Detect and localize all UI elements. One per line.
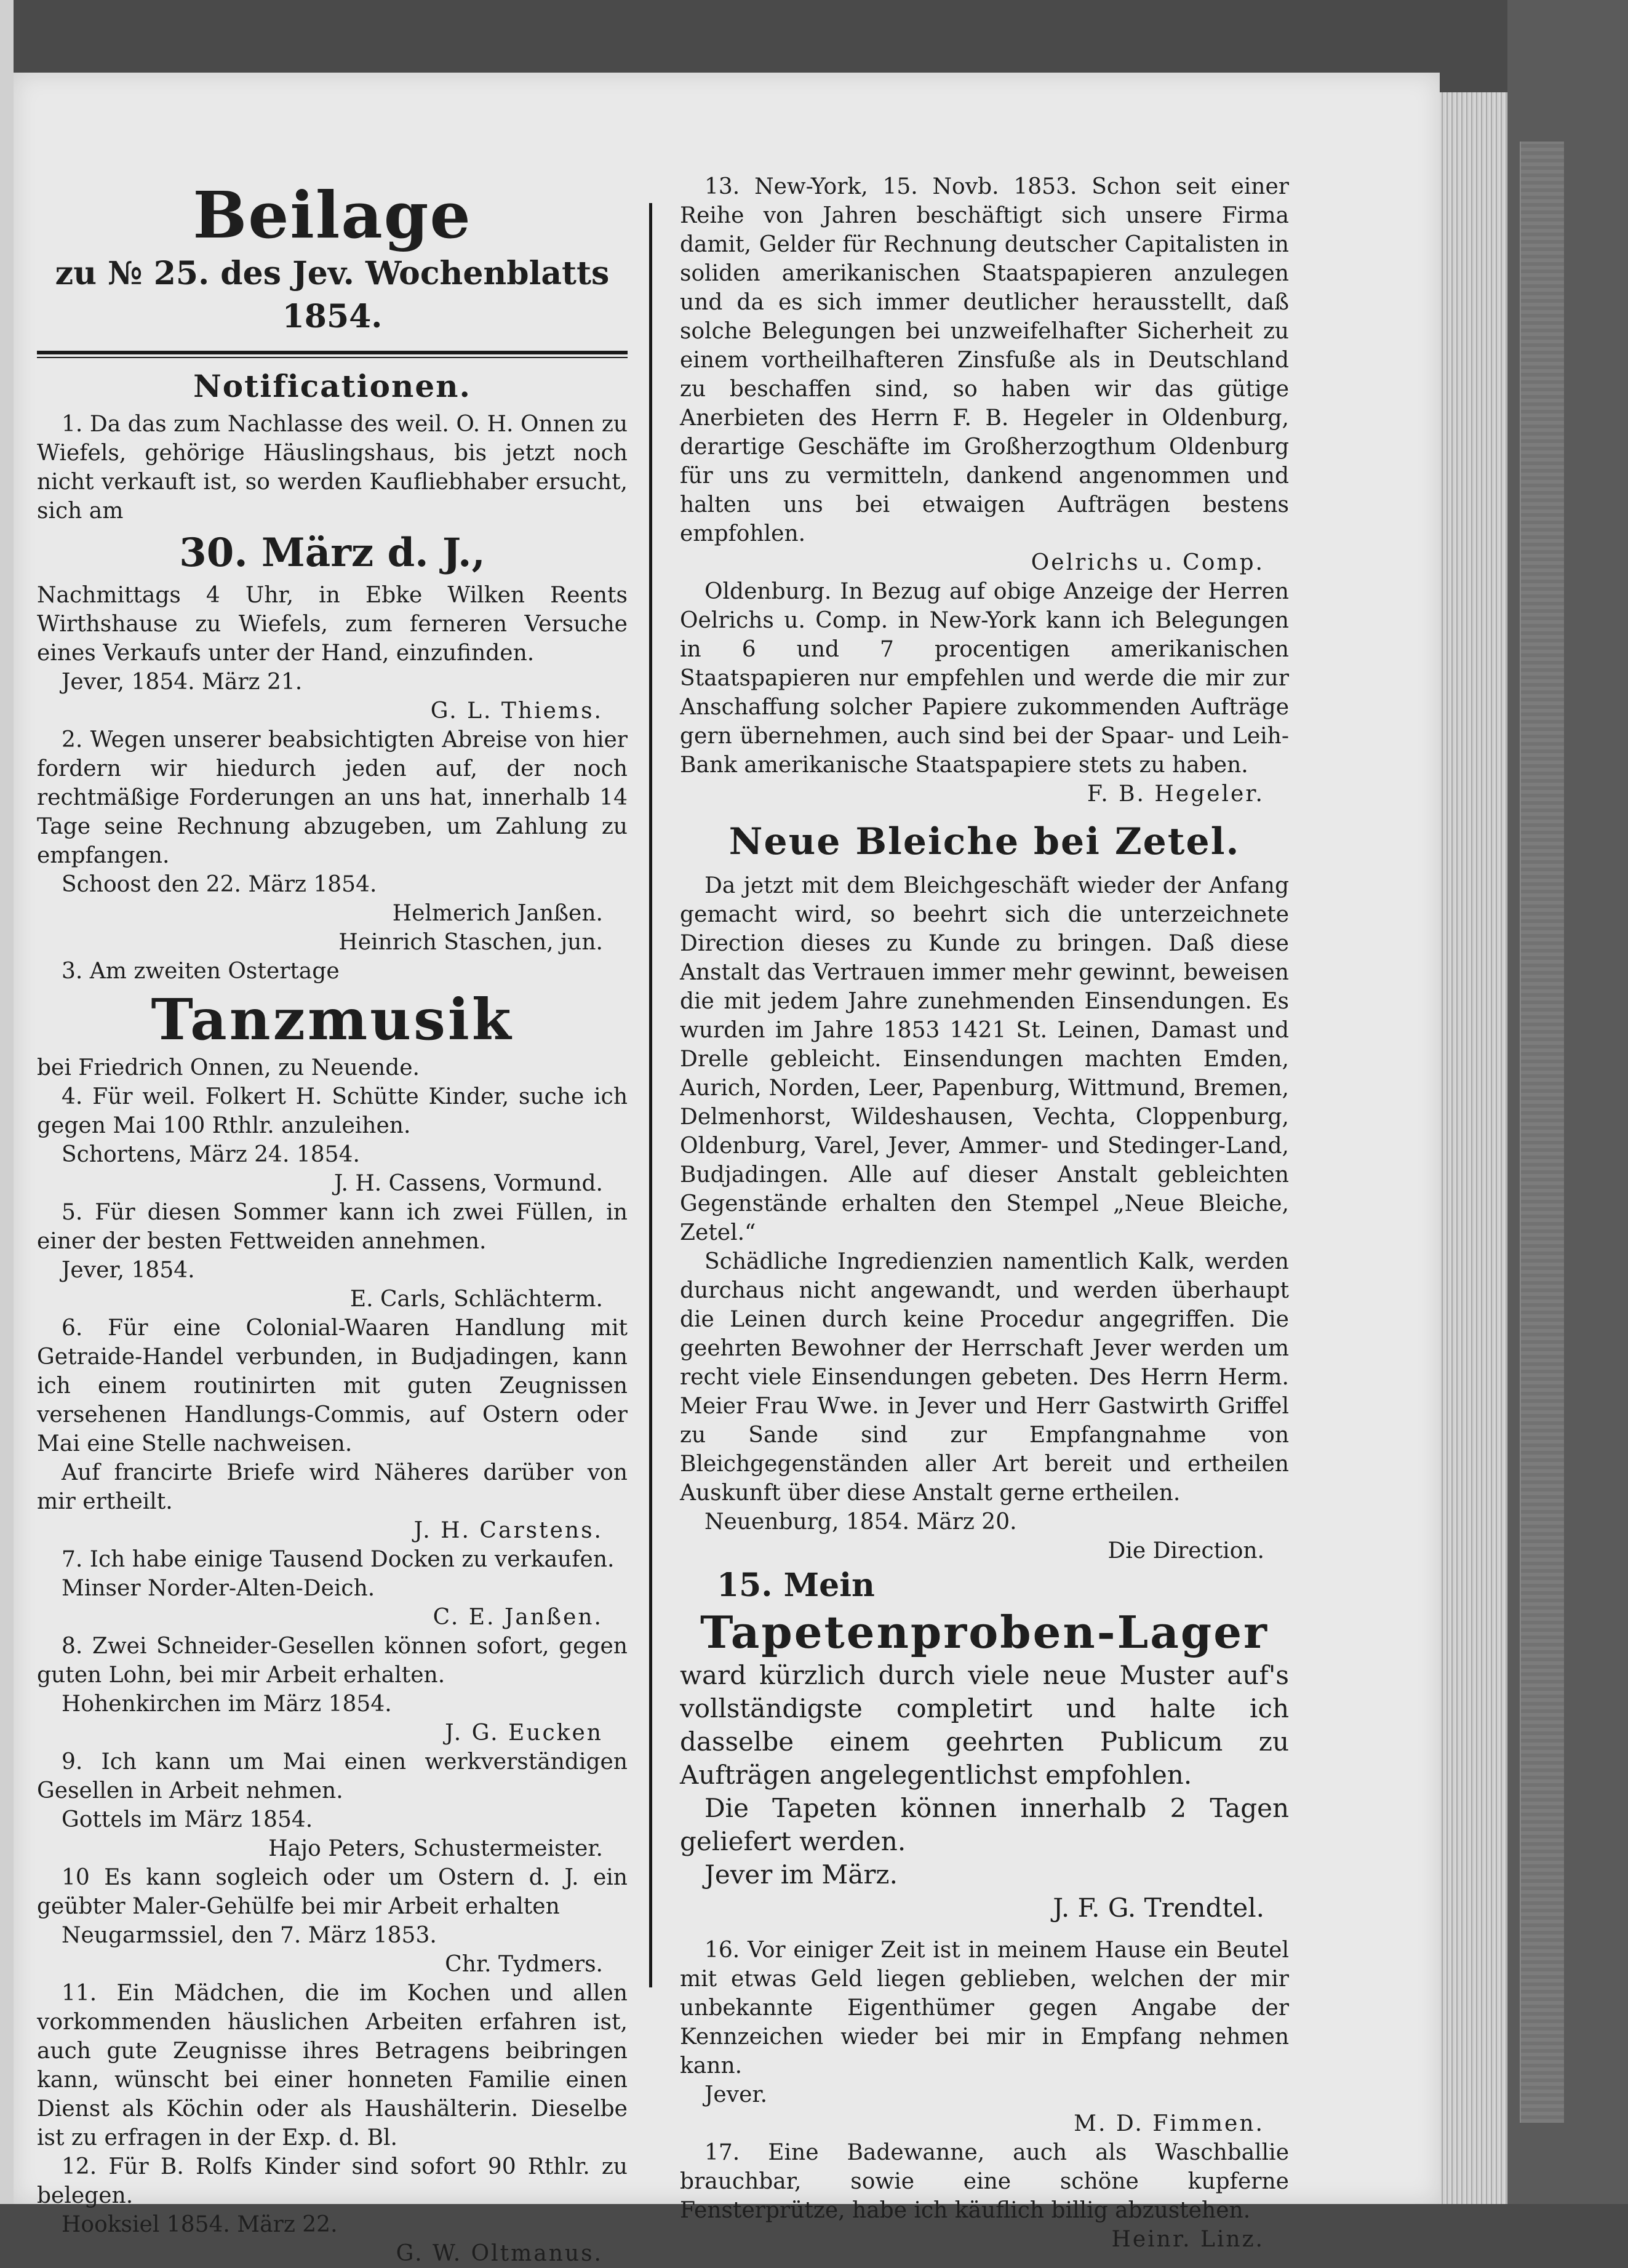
notice-signature: Chr. Tydmers. <box>445 1952 603 1977</box>
notice-text: 7. Ich habe einige Tausend Docken zu verkaufen. <box>62 1547 615 1572</box>
notice-signature: E. Carls, Schlächterm. <box>349 1287 603 1312</box>
notice-10 <box>37 1863 628 1979</box>
notice-8 <box>37 1632 628 1747</box>
notice-15 <box>680 1565 1289 1925</box>
notice-place-date: Minser Norder-Alten-Deich. <box>62 1576 375 1601</box>
notice-text: 17. Eine Badewanne, auch als Waschballie brauchbar, sowie eine schöne kupferne Fensterprütze, habe ich käuflich billig abzustehen. <box>680 2140 1289 2223</box>
dance-music-heading: Tanzmusik <box>151 986 514 1053</box>
wallpaper-heading: Tapetenproben-Lager <box>700 1606 1269 1658</box>
notice-1 <box>37 410 628 725</box>
section-title: Notificationen. <box>193 368 471 404</box>
notice-text: bei Friedrich Onnen, zu Neuende. <box>37 1055 420 1080</box>
notice-signature: J. G. Eucken <box>445 1720 603 1746</box>
left-column <box>37 172 628 2268</box>
notice-signature: Heinr. Linz. <box>1111 2227 1264 2252</box>
ad-number: 15. Mein <box>717 1567 875 1604</box>
notice-text: 16. Vor einiger Zeit ist in meinem Hause ein Beutel mit etwas Geld liegen geblieben, welchen der mir unbekannte Eigenthümer gegen Angabe der Kennzeichen wieder bei mir in Empfang nehmen kann. <box>680 1938 1289 2078</box>
notice-6 <box>37 1314 628 1545</box>
notice-16 <box>680 1936 1289 2138</box>
notice-text: 12. Für B. Rolfs Kinder sind sofort 90 Rthlr. zu belegen. <box>37 2154 628 2208</box>
notice-signature: M. D. Fimmen. <box>1074 2111 1264 2136</box>
book-page-edges <box>1440 92 1507 2204</box>
notice-place-date: Jever, 1854. März 21. <box>62 669 303 695</box>
notice-text: 13. New-York, 15. Novb. 1853. Schon seit einer Reihe von Jahren beschäftigt sich unsere Firma damit, Gelder für Rechnung deutscher Capitalisten in soliden amerikanischen Staatspapieren anzulegen und da es sich immer deutlicher herausstellt, daß solche Belegungen bei unzweifelhafter Sicherheit zu einem vortheilhafteren Zinsfuße als in Deutschland zu beschaffen sind, so haben wir das gütige Anerbieten des Herrn F. B. Hegeler in Oldenburg, derartige Geschäfte im Großherzogthum Oldenburg für uns zu vermitteln, dankend angenommen und halten uns bei etwaigen Aufträgen bestens empfohlen. <box>680 174 1289 546</box>
notice-signature: J. H. Cassens, Vormund. <box>333 1171 603 1196</box>
notice-5 <box>37 1198 628 1314</box>
notice-place-date: Schortens, März 24. 1854. <box>62 1142 360 1167</box>
notice-13 <box>680 172 1289 809</box>
notice-4 <box>37 1082 628 1198</box>
notice-text: Nachmittags 4 Uhr, in Ebke Wilken Reents Wirthshause zu Wiefels, zum ferneren Versuche eines Verkaufs unter der Hand, einzufinden. <box>37 583 628 666</box>
notice-signature: G. L. Thiems. <box>430 698 603 724</box>
notice-place-date: Jever im März. <box>704 1859 898 1890</box>
notice-text: 6. Für eine Colonial-Waaren Handlung mit Getraide-Handel verbunden, in Budjadingen, kann ich einem routinirten mit guten Zeugnissen versehenen Handlungs-Commis, auf Ostern oder Mai eine Stelle nachweisen. <box>37 1316 628 1456</box>
notice-11 <box>37 1979 628 2152</box>
notice-signature: Helmerich Janßen. <box>392 901 603 926</box>
notice-signature: J. F. G. Trendtel. <box>1053 1893 1264 1923</box>
notice-signature: J. H. Carstens. <box>413 1518 603 1543</box>
masthead-subtitle: zu № 25. des Jev. Wochenblatts 1854. <box>55 255 610 335</box>
notice-text: 5. Für diesen Sommer kann ich zwei Füllen, in einer der besten Fettweiden annehmen. <box>37 1200 628 1254</box>
notice-text: 9. Ich kann um Mai einen werkverständigen Gesellen in Arbeit nehmen. <box>37 1749 628 1803</box>
notice-signature: Die Direction. <box>1107 1538 1264 1563</box>
notice-14 <box>680 817 1289 1565</box>
notice-place-date: Schoost den 22. März 1854. <box>62 872 377 897</box>
notice-signature: Oelrichs u. Comp. <box>1031 550 1264 575</box>
masthead-title: Beilage <box>193 177 472 253</box>
scan-margin <box>0 0 14 2204</box>
notice-2 <box>37 725 628 957</box>
notice-date-heading: 30. März d. J., <box>179 530 485 576</box>
notice-17 <box>680 2138 1289 2254</box>
bleach-heading: Neue Bleiche bei Zetel. <box>728 820 1240 863</box>
notice-signature: F. B. Hegeler. <box>1087 781 1264 807</box>
notice-text: Schädliche Ingredienzien namentlich Kalk, werden durchaus nicht angewandt, und werden überhaupt die Leinen durch keine Procedur angegriffen. Die geehrten Bewohner der Herrschaft Jever werden um recht viele Einsendungen gebeten. Des Herrn Herm. Meier Frau Wwe. in Jever und Herr Gastwirth Griffel zu Sande sind zur Empfangnahme von Bleichgegenständen aller Art bereit und ertheilen Auskunft über diese Anstalt gerne ertheilen. <box>680 1249 1289 1506</box>
notice-3 <box>37 957 628 1082</box>
notice-signature: C. E. Janßen. <box>433 1605 603 1630</box>
notice-text: 1. Da das zum Nachlasse des weil. O. H. Onnen zu Wiefels, gehörige Häuslingshaus, bis jetzt noch nicht verkauft ist, so werden Kaufliebhaber ersucht, sich am <box>37 412 628 524</box>
masthead-rule-thin <box>37 357 628 358</box>
notice-7 <box>37 1545 628 1632</box>
notice-text: 3. Am zweiten Ostertage <box>62 959 340 984</box>
notice-place-date: Hooksiel 1854. März 22. <box>62 2212 338 2237</box>
notice-place-date: Neugarmssiel, den 7. März 1853. <box>62 1923 437 1948</box>
notice-text: 4. Für weil. Folkert H. Schütte Kinder, suche ich gegen Mai 100 Rthlr. anzuleihen. <box>37 1084 628 1138</box>
notice-12 <box>37 2152 628 2268</box>
masthead-rule <box>37 351 628 354</box>
notice-text: Oldenburg. In Bezug auf obige Anzeige der Herren Oelrichs u. Comp. in New-York kann ich Belegungen in 6 und 7 procentigen amerikanischen Staatspapieren nur empfehlen und werde die mir zur Anschaffung solcher Papiere zukommenden Aufträge gern übernehmen, auch sind bei der Spaar- und Leih-Bank amerikanische Staatspapiere stets zu haben. <box>680 579 1289 778</box>
notice-text: ward kürzlich durch viele neue Muster auf's vollständigste completirt und halte ich dasselbe einem geehrten Publicum zu Aufträgen angelegentlichst empfohlen. <box>680 1660 1289 1790</box>
notice-text: 2. Wegen unserer beabsichtigten Abreise von hier fordern wir hiedurch jeden auf, der noch rechtmäßige Forderungen an uns hat, innerhalb 14 Tage seine Rechnung abzugeben, um Zahlung zu empfangen. <box>37 727 628 868</box>
notice-place-date: Jever. <box>704 2082 768 2107</box>
binding-strip <box>1520 142 1564 2123</box>
notice-signature: Hajo Peters, Schustermeister. <box>268 1836 603 1861</box>
notice-place-date: Hohenkirchen im März 1854. <box>62 1691 392 1717</box>
notice-place-date: Gottels im März 1854. <box>62 1807 313 1832</box>
notice-signature: G. W. Oltmanus. <box>396 2241 603 2266</box>
notice-text: 8. Zwei Schneider-Gesellen können sofort, gegen guten Lohn, bei mir Arbeit erhalten. <box>37 1634 628 1688</box>
notice-9 <box>37 1747 628 1863</box>
notice-signature: Heinrich Staschen, jun. <box>338 930 603 955</box>
column-divider <box>649 203 652 1987</box>
right-column <box>680 172 1289 2254</box>
notice-place-date: Jever, 1854. <box>62 1258 195 1283</box>
notice-text: Auf francirte Briefe wird Näheres darüber von mir ertheilt. <box>37 1460 628 1514</box>
notice-place-date: Neuenburg, 1854. März 20. <box>704 1509 1017 1535</box>
notice-text: Die Tapeten können innerhalb 2 Tagen geliefert werden. <box>680 1793 1289 1856</box>
notice-text: 10 Es kann sogleich oder um Ostern d. J. ein geübter Maler-Gehülfe bei mir Arbeit erhalten <box>37 1865 628 1919</box>
notice-text: 11. Ein Mädchen, die im Kochen und allen vorkommenden häuslichen Arbeiten erfahren ist, auch gute Zeugnisse ihres Betragens beibringen kann, wünscht bei einer honneten Familie einen Dienst als Köchin oder als Haushälterin. Dieselbe ist zu erfragen in der Exp. d. Bl. <box>37 1981 628 2150</box>
notice-text: Da jetzt mit dem Bleichgeschäft wieder der Anfang gemacht wird, so beehrt sich die unterzeichnete Direction dieses zu Kunde zu bringen. Daß diese Anstalt das Vertrauen immer mehr gewinnt, beweisen die mit jedem Jahre zunehmenden Einsendungen. Es wurden im Jahre 1853 1421 St. Leinen, Damast und Drelle gebleicht. Einsendungen machten Emden, Aurich, Norden, Leer, Papenburg, Wittmund, Bremen, Delmenhorst, Wildeshausen, Vechta, Cloppenburg, Oldenburg, Varel, Jever, Ammer- und Stedinger-Land, Budjadingen. Alle auf dieser Anstalt gebleichten Gegenstände erhalten den Stempel „Neue Bleiche, Zetel.“ <box>680 873 1289 1245</box>
